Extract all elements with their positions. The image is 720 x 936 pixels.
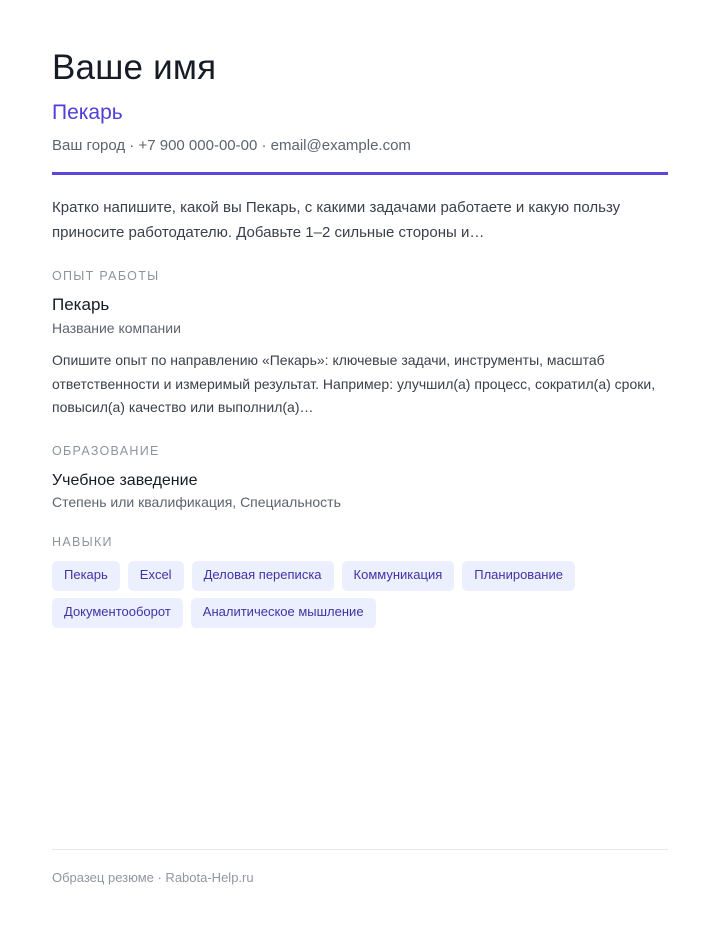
contact-line: Ваш город · +7 900 000-00-00 · email@example.com	[52, 137, 411, 154]
skills-list	[52, 561, 668, 628]
skill-chip: Документооборот	[52, 598, 183, 628]
skills-section-title: НАВЫКИ	[52, 534, 113, 549]
skill-chip: Коммуникация	[342, 561, 455, 591]
header-divider	[52, 172, 668, 175]
footer	[52, 849, 668, 886]
candidate-role: Пекарь	[52, 101, 123, 124]
degree-specialty: Степень или квалификация, Специальность	[52, 493, 341, 510]
skill-chip: Аналитическое мышление	[191, 598, 376, 628]
job-title: Пекарь	[52, 295, 110, 314]
company-name: Название компании	[52, 320, 181, 336]
education-section-title: ОБРАЗОВАНИЕ	[52, 443, 160, 458]
institution-name: Учебное заведение	[52, 471, 198, 489]
experience-section-title: ОПЫТ РАБОТЫ	[52, 269, 160, 283]
footer-text: Образец резюме · Rabota-Help.ru	[52, 870, 254, 885]
candidate-name: Ваше имя	[52, 48, 217, 87]
skill-chip: Пекарь	[52, 561, 120, 591]
skill-chip: Планирование	[462, 561, 575, 591]
summary-text: Кратко напишите, какой вы Пекарь, с какими задачами работаете и какую пользу приносите работодателю. Добавьте 1–2 сильные стороны и…	[52, 199, 621, 241]
skill-chip: Деловая переписка	[192, 561, 334, 591]
job-description: Опишите опыт по направлению «Пекарь»: ключевые задачи, инструменты, масштаб ответственности и измеримый результат. Например: улучшил(а) процесс, сократил(а) сроки, повысил(а) качество или выполнил(а)…	[52, 352, 656, 415]
skill-chip: Excel	[128, 561, 184, 591]
